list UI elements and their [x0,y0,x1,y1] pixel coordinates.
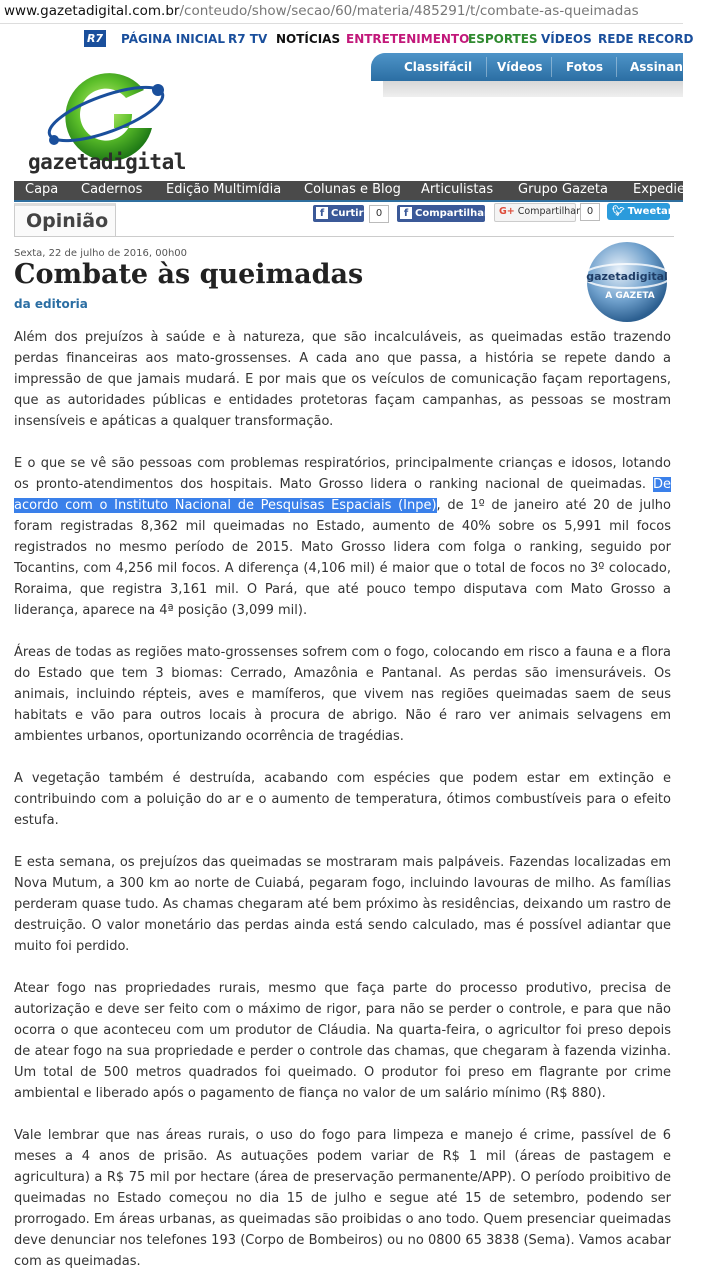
service-classifacil[interactable]: Classifácil [404,60,473,74]
article-title: Combate às queimadas [14,259,364,290]
google-share-label: Compartilhar [517,206,580,217]
article-byline[interactable]: da editoria [14,297,88,311]
service-fotos[interactable]: Fotos [566,60,604,74]
service-assinante[interactable]: Assinante [630,60,697,74]
nav-esportes[interactable]: ESPORTES [468,32,538,46]
facebook-icon: f [316,207,328,219]
facebook-icon: f [400,207,412,219]
main-nav-capa[interactable]: Capa [25,182,59,197]
nav-r7-tv[interactable]: R7 TV [228,32,268,46]
service-videos[interactable]: Vídeos [497,60,543,74]
main-nav-colunas-blog[interactable]: Colunas e Blog [304,182,401,197]
main-nav-edicao-multimidia[interactable]: Edição Multimídia [166,182,282,197]
curtir-label: Curtir [331,208,364,219]
nav-rede-record[interactable]: REDE RECORD [598,32,694,46]
twitter-bird-icon: 🐦︎ [612,206,625,217]
r7-logo-icon[interactable]: R7 [84,30,106,47]
address-bar[interactable] [0,0,683,24]
article-paragraph: E esta semana, os prejuízos das queimadas se mostraram mais palpáveis. Fazendas localizadas em Nova Mutum, a 300 km ao norte de Cuiabá, pegaram fogo, incluindo lavouras de milho. As famílias perderam quase tudo. As chamas chegaram até bem próximo às residências, deixando um rastro de destruição. O valor monetário das perdas ainda está sendo calculado, mas é possível adiantar que muito foi perdido. [14,855,671,954]
nav-pagina-inicial[interactable]: PÁGINA INICIAL [121,32,225,46]
nav-noticias[interactable]: NOTÍCIAS [276,32,341,46]
facebook-curtir-button[interactable] [313,205,364,222]
google-share-count: 0 [580,203,600,221]
article-date: Sexta, 22 de julho de 2016, 00h00 [14,248,188,259]
main-nav-articulistas[interactable]: Articulistas [421,182,494,197]
gazeta-badge-icon [582,240,672,324]
article-paragraph [14,453,671,621]
article-paragraph: Vale lembrar que nas áreas rurais, o uso do fogo para limpeza e manejo é crime, passível de 6 meses a 4 anos de prisão. As autuações podem variar de R$ 1 mil (áreas de pastagem e agricultura) a R$ 75 mil por hectare (área de preservação permanente/APP). O período proibitivo de queimadas no Estado começou no dia 15 de julho e segue até 15 de setembro, podendo ser prorrogado. Em áreas urbanas, as queimadas são proibidas o ano todo. Quem presenciar queimadas deve denunciar nos telefones 193 (Corpo de Bombeiros) ou no 0800 65 3838 (Sema). Vamos acabar com as queimadas. [14,1128,671,1269]
section-tab-opiniao[interactable] [14,203,116,236]
curtir-count: 0 [369,205,389,223]
url-path: /conteudo/show/secao/60/materia/485291/t/combate-as-queimadas [179,3,639,19]
selected-text[interactable]: De acordo com o Instituto Nacional de Pesquisas Espaciais (Inpe) [14,477,671,513]
badge-brand: gazetadigital [586,270,668,283]
article-body [14,327,671,1272]
nav-entretenimento[interactable]: ENTRETENIMENTO [346,32,470,46]
article-paragraph: Atear fogo nas propriedades rurais, mesmo que faça parte do processo produtivo, precisa de autorização e deve ser feito com o máximo de rigor, para não se perder o controle, e para que não ocorra o que aconteceu com um produtor de Cláudia. Na quarta-feira, o agricultor foi preso depois de atear fogo na sua propriedade e perder o controle das chamas, que chegaram à fazenda vizinha. Um total de 500 metros quadrados foi queimado. O produtor foi preso em flagrante por crime ambiental e liberado após o pagamento de fiança no valor de um salário mínimo (R$ 880). [14,981,671,1101]
service-divider [551,57,552,77]
r7-top-nav [0,29,694,49]
nav-videos[interactable]: VÍDEOS [541,32,592,46]
service-divider [486,57,487,77]
facebook-compartilhar-button[interactable] [397,205,489,222]
badge-subtext: A GAZETA [605,291,655,301]
compartilhar-label: Compartilhar [415,208,489,219]
article-paragraph: A vegetação também é destruída, acabando com espécies que podem estar em extinção e contribuindo com a poluição do ar e o aumento de temperatura, ótimos combustíveis para o efeito estufa. [14,771,671,828]
main-nav-expediente[interactable]: Expediente [633,182,706,197]
article-paragraph: Além dos prejuízos à saúde e à natureza, que são incalculáveis, as queimadas estão trazendo perdas financeiras aos mato-grossenses. A cada ano que passa, a história se repete dando a impressão de que jamais mudará. E por mais que os veículos de comunicação façam reportagens, que as autoridades públicas e entidades protetoras façam campanhas, as pessoas se mostram insensíveis e apáticas a qualquer transformação. [14,330,671,429]
header-shade [383,81,683,97]
section-label: Opinião [26,210,109,232]
google-plus-icon: G+ [499,206,515,217]
main-nav [14,181,706,202]
main-nav-cadernos[interactable]: Cadernos [81,182,143,197]
tweet-label: Tweetar [627,206,673,217]
url-host: www.gazetadigital.com.br [4,3,180,19]
service-bar [371,53,697,81]
service-divider [616,57,617,77]
tweet-button[interactable] [607,203,673,220]
main-nav-grupo-gazeta[interactable]: Grupo Gazeta [518,182,608,197]
article-paragraph: Áreas de todas as regiões mato-grossenses sofrem com o fogo, colocando em risco a fauna e a flora do Estado que tem 3 biomas: Cerrado, Amazônia e Pantanal. As perdas são imensuráveis. Os animais, incluindo répteis, aves e mamíferos, que vivem nas regiões queimadas saem de seus habitats e vão para outros locais à procura de abrigo. Não é raro ver animais selvagens em ambientes urbanos, oportunizando ocorrência de tragédias. [14,645,671,744]
paragraph-text: E o que se vê são pessoas com problemas respiratórios, principalmente crianças e idosos, lotando os pronto-atendimentos dos hospitais. Mato Grosso lidera o ranking nacional de queimadas. [14,456,671,492]
paragraph-text: , de 1º de janeiro até 20 de julho foram registradas 8,362 mil queimadas no Estado, aumento de 40% sobre os 5,991 mil focos registrados no mesmo período de 2015. Mato Grosso lidera com folga o ranking, seguido por Tocantins, com 4,256 mil focos. A diferença (4,106 mil) é maior que o total de focos no 3º colocado, Roraima, que registra 3,161 mil. O Pará, que até pouco tempo disputava com Mato Grosso a liderança, aparece na 4ª posição (3,099 mil). [14,498,671,618]
section-divider [14,236,674,237]
google-plus-share-button[interactable] [494,203,580,222]
site-name: gazetadigital [28,150,186,174]
